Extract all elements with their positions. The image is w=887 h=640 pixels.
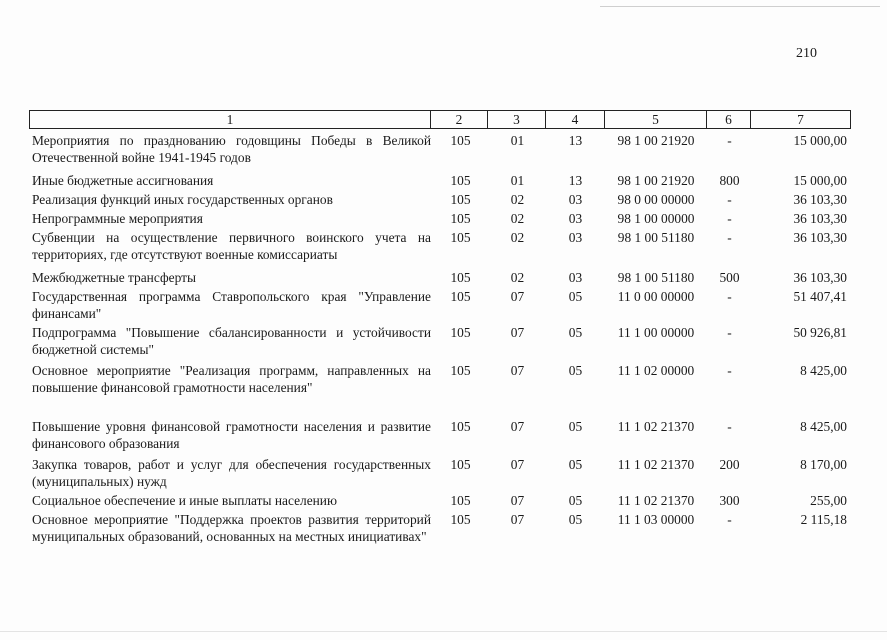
row-name: Повышение уровня финансовой грамотности населения и развитие финансового образования (32, 419, 431, 451)
row-amount: 50 926,81 (793, 325, 847, 340)
row-subsection: 05 (568, 289, 583, 304)
row-code: 105 (450, 192, 471, 207)
row-section: 07 (510, 289, 525, 304)
row-target-code: 98 0 00 00000 (617, 192, 695, 207)
row-name: Основное мероприятие "Реализация программ, направленных на повышение финансовой грамотности населения" (32, 363, 431, 395)
row-section: 07 (510, 419, 525, 434)
row-subsection: 03 (568, 192, 583, 207)
row-code: 105 (450, 512, 471, 527)
table-row (29, 492, 851, 511)
table-row (29, 456, 851, 492)
row-target-code: 11 0 00 00000 (617, 289, 695, 304)
header-col-4: 4 (546, 111, 605, 128)
row-expense-type: 500 (719, 270, 740, 285)
scan-artifact-top (600, 6, 880, 7)
row-expense-type: - (727, 325, 732, 340)
row-amount: 36 103,30 (793, 192, 847, 207)
row-section: 07 (510, 512, 525, 527)
row-expense-type: 800 (719, 173, 740, 188)
row-name: Государственная программа Ставропольского края "Управление финансами" (32, 289, 431, 321)
row-section: 01 (510, 133, 525, 148)
row-code: 105 (450, 211, 471, 226)
header-col-1: 1 (30, 111, 431, 128)
row-target-code: 98 1 00 51180 (617, 270, 695, 285)
row-section: 07 (510, 457, 525, 472)
row-target-code: 11 1 03 00000 (617, 512, 695, 527)
row-expense-type: - (727, 133, 732, 148)
row-amount: 15 000,00 (793, 133, 847, 148)
row-expense-type: - (727, 363, 732, 378)
budget-table (29, 110, 851, 567)
header-col-7: 7 (797, 112, 804, 127)
table-row (29, 229, 851, 269)
table-row (29, 362, 851, 418)
row-target-code: 11 1 02 21370 (617, 457, 695, 472)
row-expense-type: - (727, 192, 732, 207)
row-name: Социальное обеспечение и иные выплаты населению (32, 493, 337, 508)
row-code: 105 (450, 363, 471, 378)
row-expense-type: - (727, 230, 732, 245)
row-subsection: 05 (568, 419, 583, 434)
row-code: 105 (450, 173, 471, 188)
row-section: 02 (510, 211, 525, 226)
row-section: 02 (510, 192, 525, 207)
row-amount: 15 000,00 (793, 173, 847, 188)
table-row (29, 191, 851, 210)
row-target-code: 11 1 02 21370 (617, 419, 695, 434)
row-name: Иные бюджетные ассигнования (32, 173, 214, 188)
row-expense-type: - (727, 211, 732, 226)
row-expense-type: 300 (719, 493, 740, 508)
row-amount: 8 425,00 (800, 419, 847, 434)
table-header-row (29, 110, 851, 129)
row-subsection: 13 (568, 133, 583, 148)
row-expense-type: - (727, 289, 732, 304)
row-subsection: 13 (568, 173, 583, 188)
row-code: 105 (450, 133, 471, 148)
row-expense-type: 200 (719, 457, 740, 472)
row-subsection: 05 (568, 457, 583, 472)
row-section: 01 (510, 173, 525, 188)
row-section: 07 (510, 493, 525, 508)
row-code: 105 (450, 419, 471, 434)
row-code: 105 (450, 493, 471, 508)
table-row (29, 511, 851, 567)
page-number: 210 (796, 46, 817, 61)
row-name: Межбюджетные трансферты (32, 270, 196, 285)
row-amount: 255,00 (810, 493, 847, 508)
table-row (29, 288, 851, 324)
table-row (29, 418, 851, 456)
row-subsection: 05 (568, 512, 583, 527)
row-code: 105 (450, 289, 471, 304)
row-code: 105 (450, 270, 471, 285)
row-code: 105 (450, 457, 471, 472)
header-col-6: 6 (707, 111, 751, 128)
row-subsection: 05 (568, 493, 583, 508)
row-target-code: 98 1 00 51180 (617, 230, 695, 245)
row-amount: 36 103,30 (793, 270, 847, 285)
header-col-2: 2 (431, 111, 488, 128)
row-amount: 8 170,00 (800, 457, 847, 472)
row-name: Непрограммные мероприятия (32, 211, 203, 226)
row-amount: 36 103,30 (793, 211, 847, 226)
row-name: Реализация функций иных государственных органов (32, 192, 333, 207)
row-subsection: 05 (568, 363, 583, 378)
row-target-code: 11 1 00 00000 (617, 325, 695, 340)
table-row (29, 132, 851, 172)
row-amount: 51 407,41 (793, 289, 847, 304)
row-target-code: 98 1 00 21920 (617, 133, 695, 148)
scan-artifact-bottom (0, 631, 887, 632)
table-row (29, 210, 851, 229)
row-section: 07 (510, 363, 525, 378)
table-row (29, 324, 851, 362)
row-subsection: 03 (568, 270, 583, 285)
row-name: Основное мероприятие "Поддержка проектов развития территорий муниципальных образований, основанных на местных инициативах" (32, 512, 431, 544)
row-subsection: 03 (568, 211, 583, 226)
row-section: 02 (510, 230, 525, 245)
row-target-code: 98 1 00 00000 (617, 211, 695, 226)
row-name: Субвенции на осуществление первичного воинского учета на территориях, где отсутствуют военные комиссариаты (32, 230, 431, 262)
row-subsection: 05 (568, 325, 583, 340)
row-target-code: 11 1 02 00000 (617, 363, 695, 378)
row-target-code: 11 1 02 21370 (617, 493, 695, 508)
header-col-5: 5 (605, 111, 707, 128)
table-row (29, 269, 851, 288)
row-name: Мероприятия по празднованию годовщины Победы в Великой Отечественной войне 1941-1945 годов (32, 133, 431, 165)
row-target-code: 98 1 00 21920 (617, 173, 695, 188)
table-row (29, 172, 851, 191)
row-code: 105 (450, 230, 471, 245)
row-section: 02 (510, 270, 525, 285)
row-expense-type: - (727, 419, 732, 434)
row-amount: 8 425,00 (800, 363, 847, 378)
row-expense-type: - (727, 512, 732, 527)
header-col-3: 3 (488, 111, 546, 128)
row-name: Закупка товаров, работ и услуг для обеспечения государственных (муниципальных) нужд (32, 457, 431, 489)
row-amount: 36 103,30 (793, 230, 847, 245)
row-name: Подпрограмма "Повышение сбалансированности и устойчивости бюджетной системы" (32, 325, 431, 357)
row-subsection: 03 (568, 230, 583, 245)
row-amount: 2 115,18 (800, 512, 847, 527)
row-section: 07 (510, 325, 525, 340)
row-code: 105 (450, 325, 471, 340)
